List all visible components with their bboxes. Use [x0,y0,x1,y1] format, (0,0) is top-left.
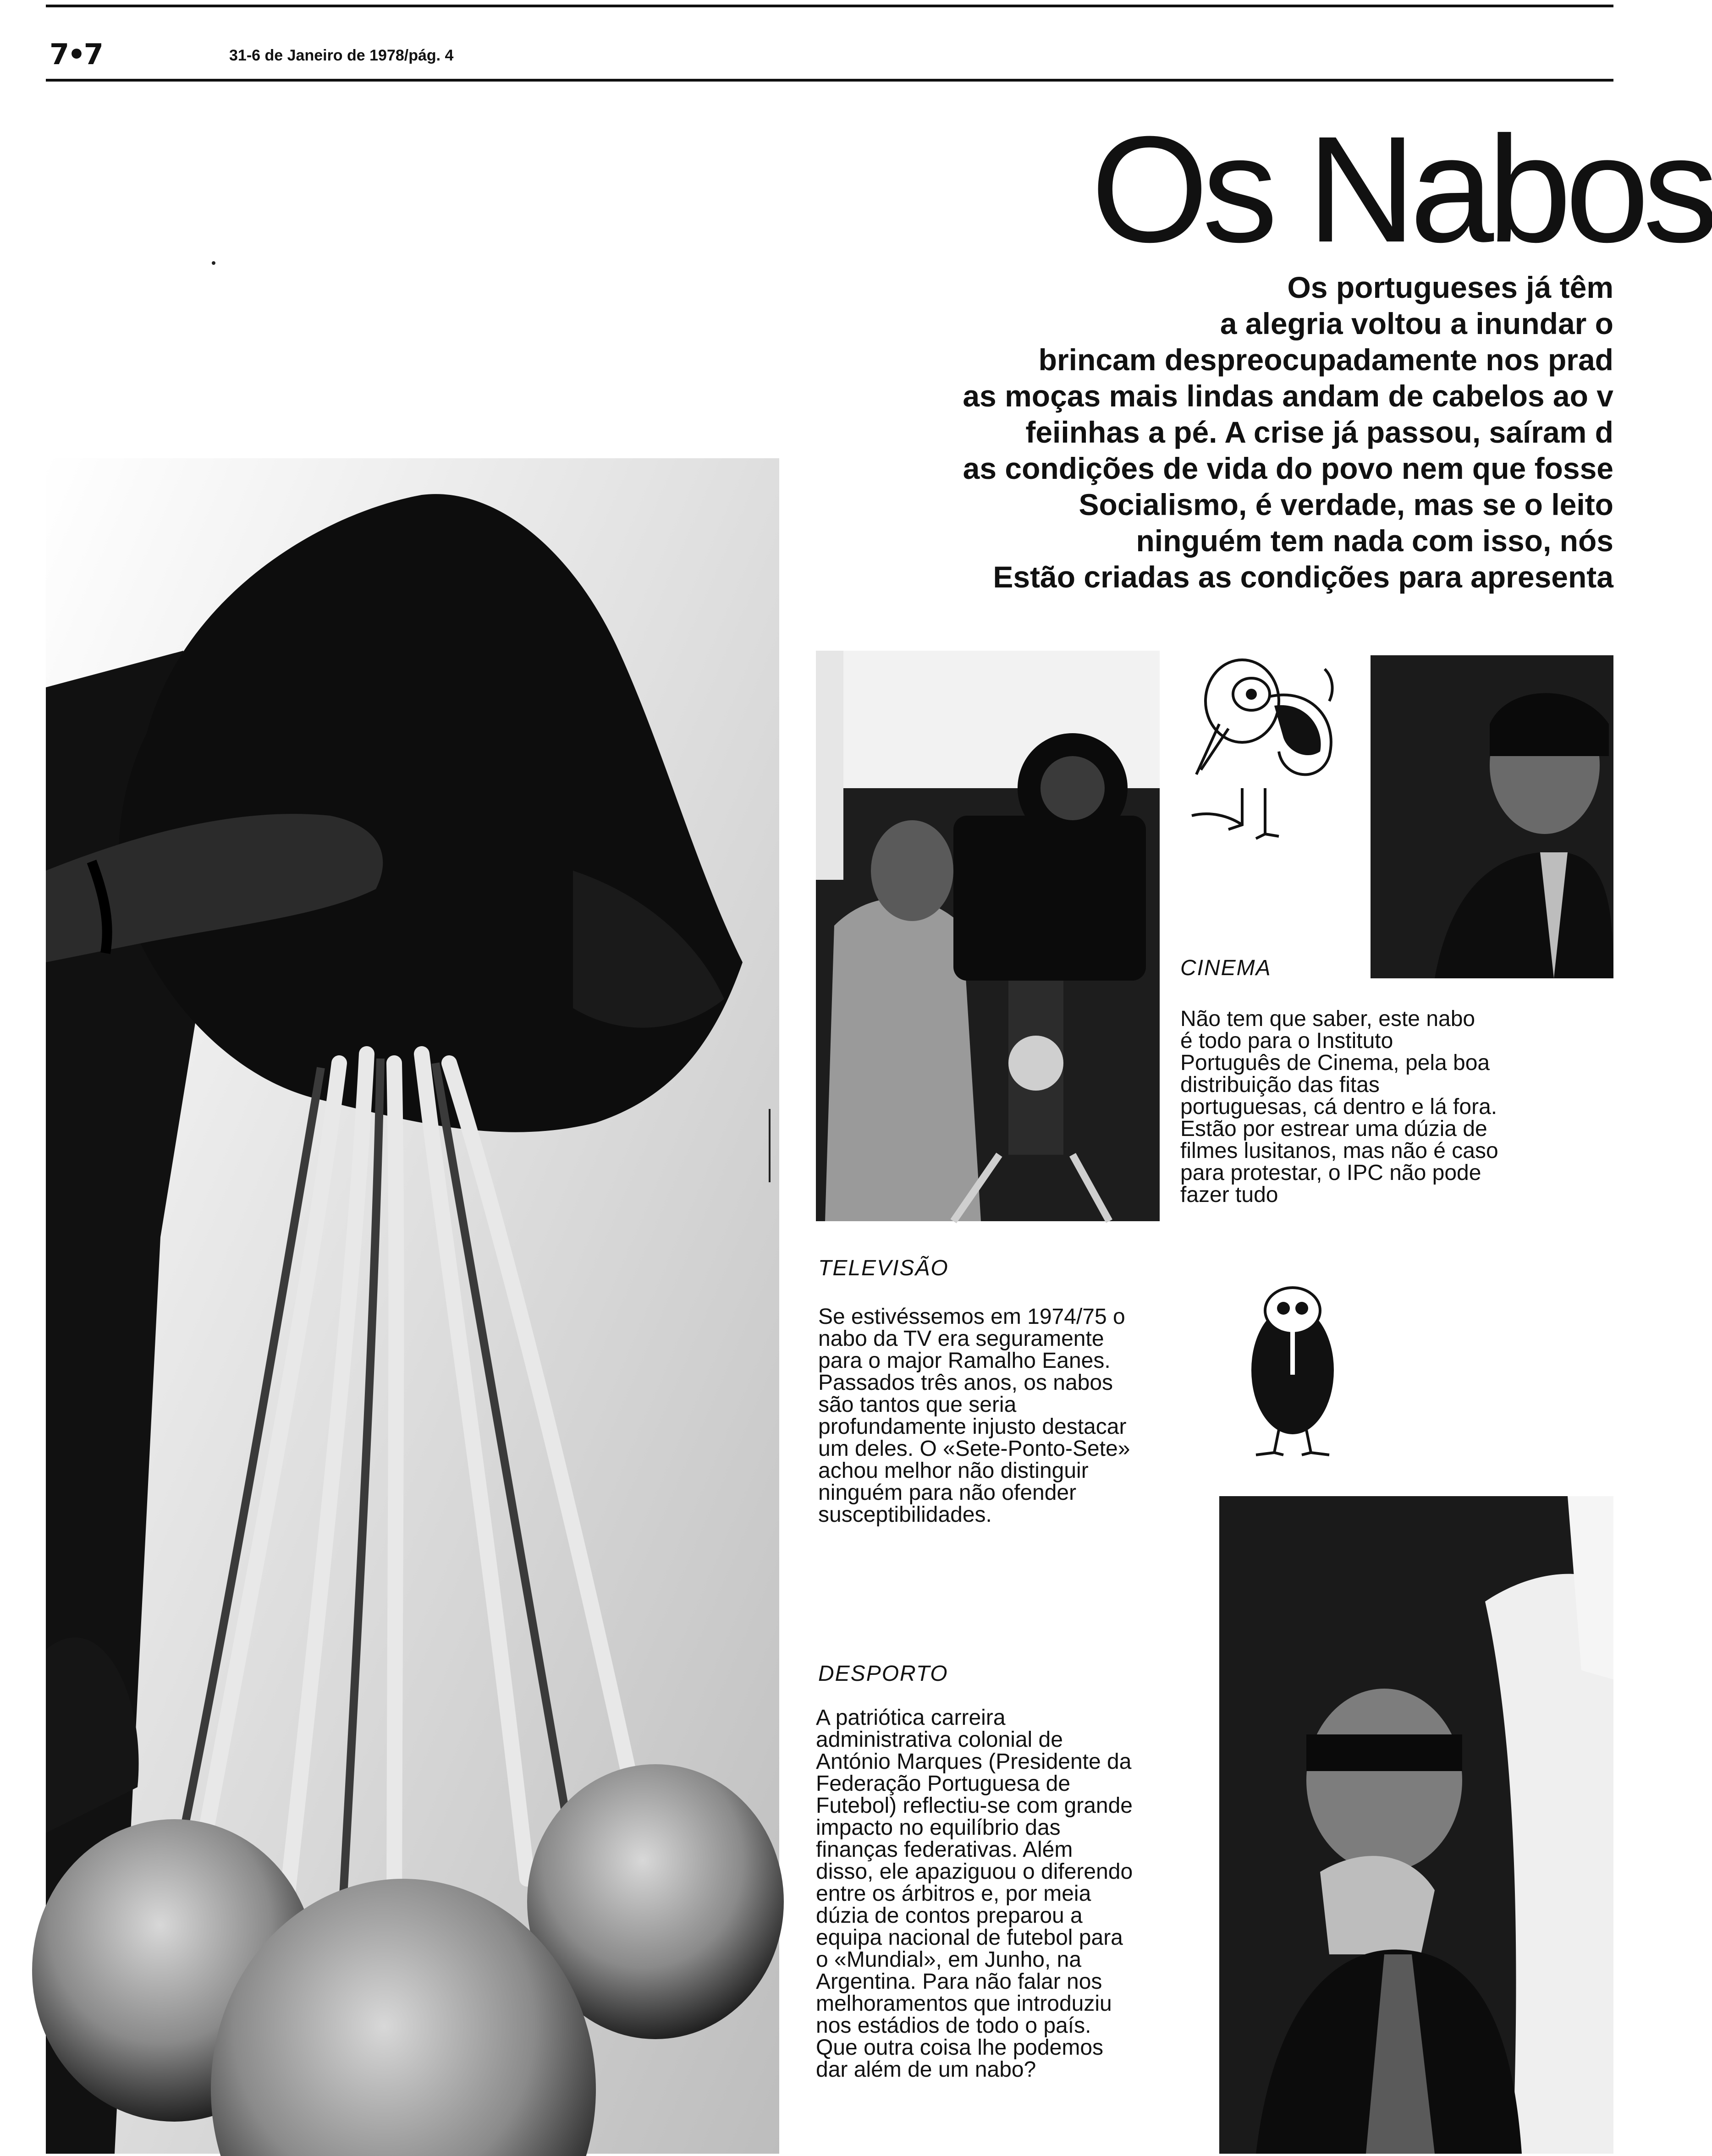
dateline: 31-6 de Janeiro de 1978/pág. 4 [229,47,454,64]
deck-line: as moças mais lindas andam de cabelos ao v [963,379,1613,413]
man-portrait-photo [1371,655,1613,978]
man-hand-on-chin-photo [1219,1496,1613,2154]
section-title-cinema: CINEMA [1180,956,1272,980]
deck-line: ninguém tem nada com isso, nós [1136,524,1613,558]
section-text-desporto: A patriótica carreira administrativa colonial de António Marques (Presidente da Federação Portuguesa de Futebol) reflectiu-se com grande impacto no equilíbrio das finanças federativas. Além disso, ele apaziguou o diferendo entre os árbitros e, por meia dúzia de contos preparou a equipa nacional de futebol para o «Mundial», em Junho, na Argentina. Para não falar nos melhoramentos que introduziu nos estádios de todo o país. Que outra coisa lhe podemos dar além de um nabo? [816,1706,1133,2082]
masthead-logo: 7•7 [50,38,102,71]
page-title: Os Nabos [1091,104,1712,274]
print-speck [212,261,215,265]
section-text-televisao: Se estivéssemos em 1974/75 o nabo da TV era seguramente para o major Ramalho Eanes. Passados três anos, os nabos são tantos que seria profundamente injusto destacar um deles. O «Sete-Ponto-Sete» achou melhor não distinguir ninguém para não ofender susceptibilidades. [818,1305,1130,1527]
deck-line: feiinhas a pé. A crise já passou, saíram d [1025,415,1613,449]
film-camera-photo [816,651,1160,1221]
bird-cartoon-icon [1228,1274,1366,1457]
column-divider [769,1109,771,1182]
top-rule [46,5,1613,7]
deck-paragraph [880,269,1613,595]
header-rule [46,79,1613,82]
deck-line: a alegria voltou a inundar o [1220,307,1613,340]
deck-line: as condições de vida do povo nem que fosse [963,451,1613,485]
deck-line: brincam despreocupadamente nos prad [1038,343,1613,377]
turnips-photo [46,458,779,2154]
section-title-televisao: TELEVISÃO [818,1256,949,1280]
deck-line: Os portugueses já têm [1287,270,1613,304]
deck-line: Estão criadas as condições para apresenta [993,560,1613,594]
section-text-cinema: Não tem que saber, este nabo é todo para o Instituto Português de Cinema, pela boa distribuição das fitas portuguesas, cá dentro e lá fora. Estão por estrear uma dúzia de filmes lusitanos, mas não é caso para protestar, o IPC não pode fazer tudo [1180,1007,1498,1207]
section-title-desporto: DESPORTO [818,1662,948,1686]
deck-line: Socialismo, é verdade, mas se o leito [1079,488,1613,521]
bird-cartoon-icon [1173,651,1357,861]
